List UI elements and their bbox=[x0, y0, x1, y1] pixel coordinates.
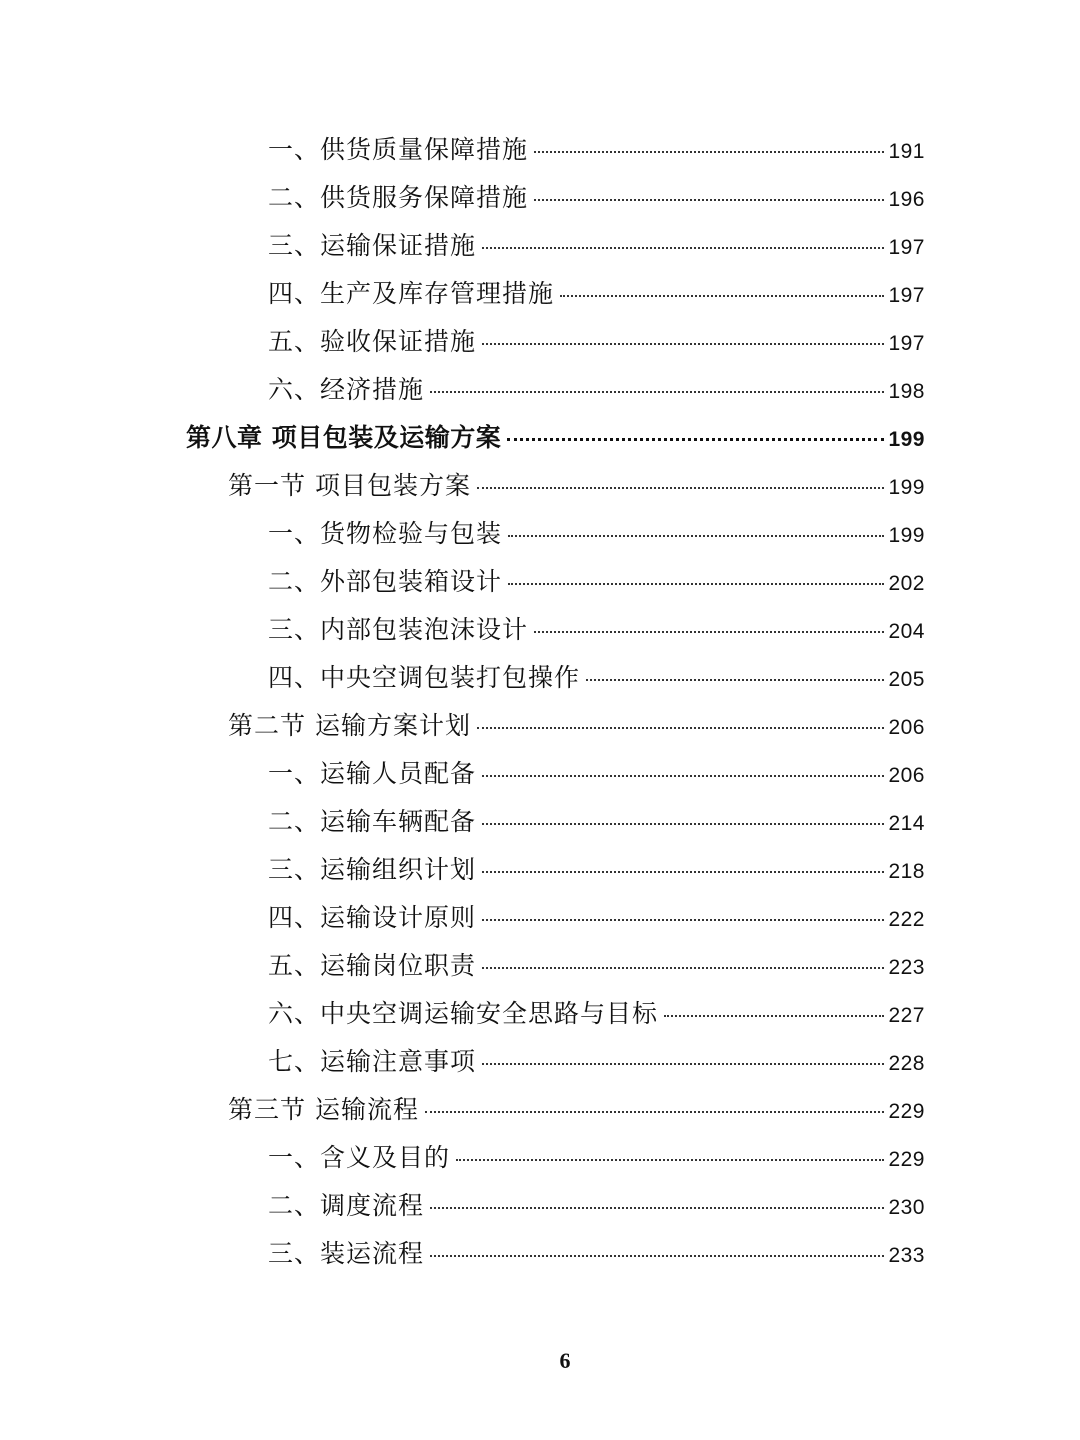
dot-leader bbox=[430, 1207, 884, 1209]
dot-leader bbox=[482, 247, 884, 249]
toc-entry-title: 五、验收保证措施 bbox=[268, 327, 477, 356]
dot-leader bbox=[664, 1015, 884, 1017]
toc-entry-title: 五、运输岗位职责 bbox=[268, 951, 477, 980]
toc-entry-title: 二、调度流程 bbox=[268, 1191, 425, 1220]
toc-entry-title: 二、运输车辆配备 bbox=[268, 807, 477, 836]
page-number: 6 bbox=[559, 1348, 571, 1373]
toc-entry-title: 七、运输注意事项 bbox=[268, 1047, 477, 1076]
toc-entry[interactable] bbox=[268, 226, 925, 266]
dot-leader bbox=[477, 727, 885, 729]
toc-entry-title: 三、内部包装泡沫设计 bbox=[268, 615, 529, 644]
toc-entry-page-number: 199 bbox=[888, 524, 925, 547]
dot-leader bbox=[586, 679, 884, 681]
toc-entry[interactable] bbox=[268, 898, 925, 938]
toc-entry[interactable] bbox=[268, 274, 925, 314]
toc-entry-page-number: 223 bbox=[888, 956, 925, 979]
dot-leader bbox=[508, 535, 884, 537]
toc-entry-page-number: 218 bbox=[888, 860, 925, 883]
dot-leader bbox=[508, 583, 884, 585]
toc-entry-page-number: 197 bbox=[888, 284, 925, 307]
toc-entry-page-number: 205 bbox=[888, 668, 925, 691]
dot-leader bbox=[534, 199, 884, 201]
toc-entry-title: 第一节 项目包装方案 bbox=[228, 471, 471, 500]
toc-entry-title: 六、经济措施 bbox=[268, 375, 425, 404]
toc-entry-page-number: 229 bbox=[888, 1148, 925, 1171]
dot-leader bbox=[482, 919, 884, 921]
toc-entry[interactable] bbox=[268, 994, 925, 1034]
toc-entry-title: 四、生产及库存管理措施 bbox=[268, 279, 555, 308]
toc-entry-title: 二、外部包装箱设计 bbox=[268, 567, 503, 596]
dot-leader bbox=[534, 631, 884, 633]
toc-entry-title: 一、含义及目的 bbox=[268, 1143, 451, 1172]
toc-entry[interactable] bbox=[268, 370, 925, 410]
toc-entry-title: 四、运输设计原则 bbox=[268, 903, 477, 932]
toc-entry[interactable] bbox=[268, 610, 925, 650]
toc-entry-page-number: 191 bbox=[888, 140, 925, 163]
toc-entry-title: 三、运输保证措施 bbox=[268, 231, 477, 260]
toc-entry[interactable] bbox=[228, 706, 925, 746]
toc-entry[interactable] bbox=[268, 1042, 925, 1082]
toc-entry-page-number: 198 bbox=[888, 380, 925, 403]
toc-entry-title: 一、供货质量保障措施 bbox=[268, 135, 529, 164]
dot-leader bbox=[507, 438, 884, 441]
toc-entry[interactable] bbox=[268, 1234, 925, 1274]
toc-entry[interactable] bbox=[268, 562, 925, 602]
toc-entry-title: 三、装运流程 bbox=[268, 1239, 425, 1268]
toc-entry-page-number: 202 bbox=[888, 572, 925, 595]
toc-entry[interactable] bbox=[268, 802, 925, 842]
toc-entry[interactable] bbox=[268, 946, 925, 986]
toc-entry[interactable] bbox=[268, 754, 925, 794]
toc-entry[interactable] bbox=[228, 1090, 925, 1130]
toc-entry-title: 一、运输人员配备 bbox=[268, 759, 477, 788]
toc-entry-page-number: 229 bbox=[888, 1100, 925, 1123]
toc-entry-title: 二、供货服务保障措施 bbox=[268, 183, 529, 212]
toc-entry-title: 六、中央空调运输安全思路与目标 bbox=[268, 999, 659, 1028]
dot-leader bbox=[482, 871, 884, 873]
dot-leader bbox=[477, 487, 885, 489]
toc-entry-page-number: 204 bbox=[888, 620, 925, 643]
toc-entry-page-number: 228 bbox=[888, 1052, 925, 1075]
toc-entry[interactable] bbox=[268, 130, 925, 170]
toc-entry[interactable] bbox=[268, 178, 925, 218]
toc-entry-page-number: 199 bbox=[888, 476, 925, 499]
dot-leader bbox=[482, 967, 884, 969]
toc-entry-page-number: 196 bbox=[888, 188, 925, 211]
toc-entry[interactable] bbox=[228, 466, 925, 506]
toc-entry-title: 四、中央空调包装打包操作 bbox=[268, 663, 581, 692]
dot-leader bbox=[482, 823, 884, 825]
toc-entry[interactable] bbox=[268, 850, 925, 890]
toc-entry[interactable] bbox=[186, 418, 925, 458]
toc-entry-title: 第二节 运输方案计划 bbox=[228, 711, 471, 740]
dot-leader bbox=[482, 343, 884, 345]
toc-entry-page-number: 214 bbox=[888, 812, 925, 835]
toc-entry-page-number: 206 bbox=[888, 716, 925, 739]
toc-entry-page-number: 222 bbox=[888, 908, 925, 931]
dot-leader bbox=[430, 1255, 884, 1257]
toc-entry[interactable] bbox=[268, 322, 925, 362]
toc-entry-title: 一、货物检验与包装 bbox=[268, 519, 503, 548]
dot-leader bbox=[456, 1159, 884, 1161]
toc-entry-page-number: 230 bbox=[888, 1196, 925, 1219]
dot-leader bbox=[482, 1063, 884, 1065]
toc-entry-page-number: 197 bbox=[888, 236, 925, 259]
dot-leader bbox=[560, 295, 884, 297]
toc-entry[interactable] bbox=[268, 514, 925, 554]
dot-leader bbox=[425, 1111, 885, 1113]
toc-entry-page-number: 233 bbox=[888, 1244, 925, 1267]
dot-leader bbox=[534, 151, 884, 153]
dot-leader bbox=[482, 775, 884, 777]
dot-leader bbox=[430, 391, 884, 393]
toc-entry-page-number: 199 bbox=[888, 428, 925, 451]
toc-entry-page-number: 206 bbox=[888, 764, 925, 787]
toc-entry[interactable] bbox=[268, 658, 925, 698]
toc-entry-title: 第三节 运输流程 bbox=[228, 1095, 419, 1124]
toc-entry-title: 三、运输组织计划 bbox=[268, 855, 477, 884]
toc-entry-page-number: 197 bbox=[888, 332, 925, 355]
toc-entry[interactable] bbox=[268, 1186, 925, 1226]
toc-entry[interactable] bbox=[268, 1138, 925, 1178]
toc-entry-title: 第八章 项目包装及运输方案 bbox=[186, 423, 502, 452]
toc-entry-page-number: 227 bbox=[888, 1004, 925, 1027]
